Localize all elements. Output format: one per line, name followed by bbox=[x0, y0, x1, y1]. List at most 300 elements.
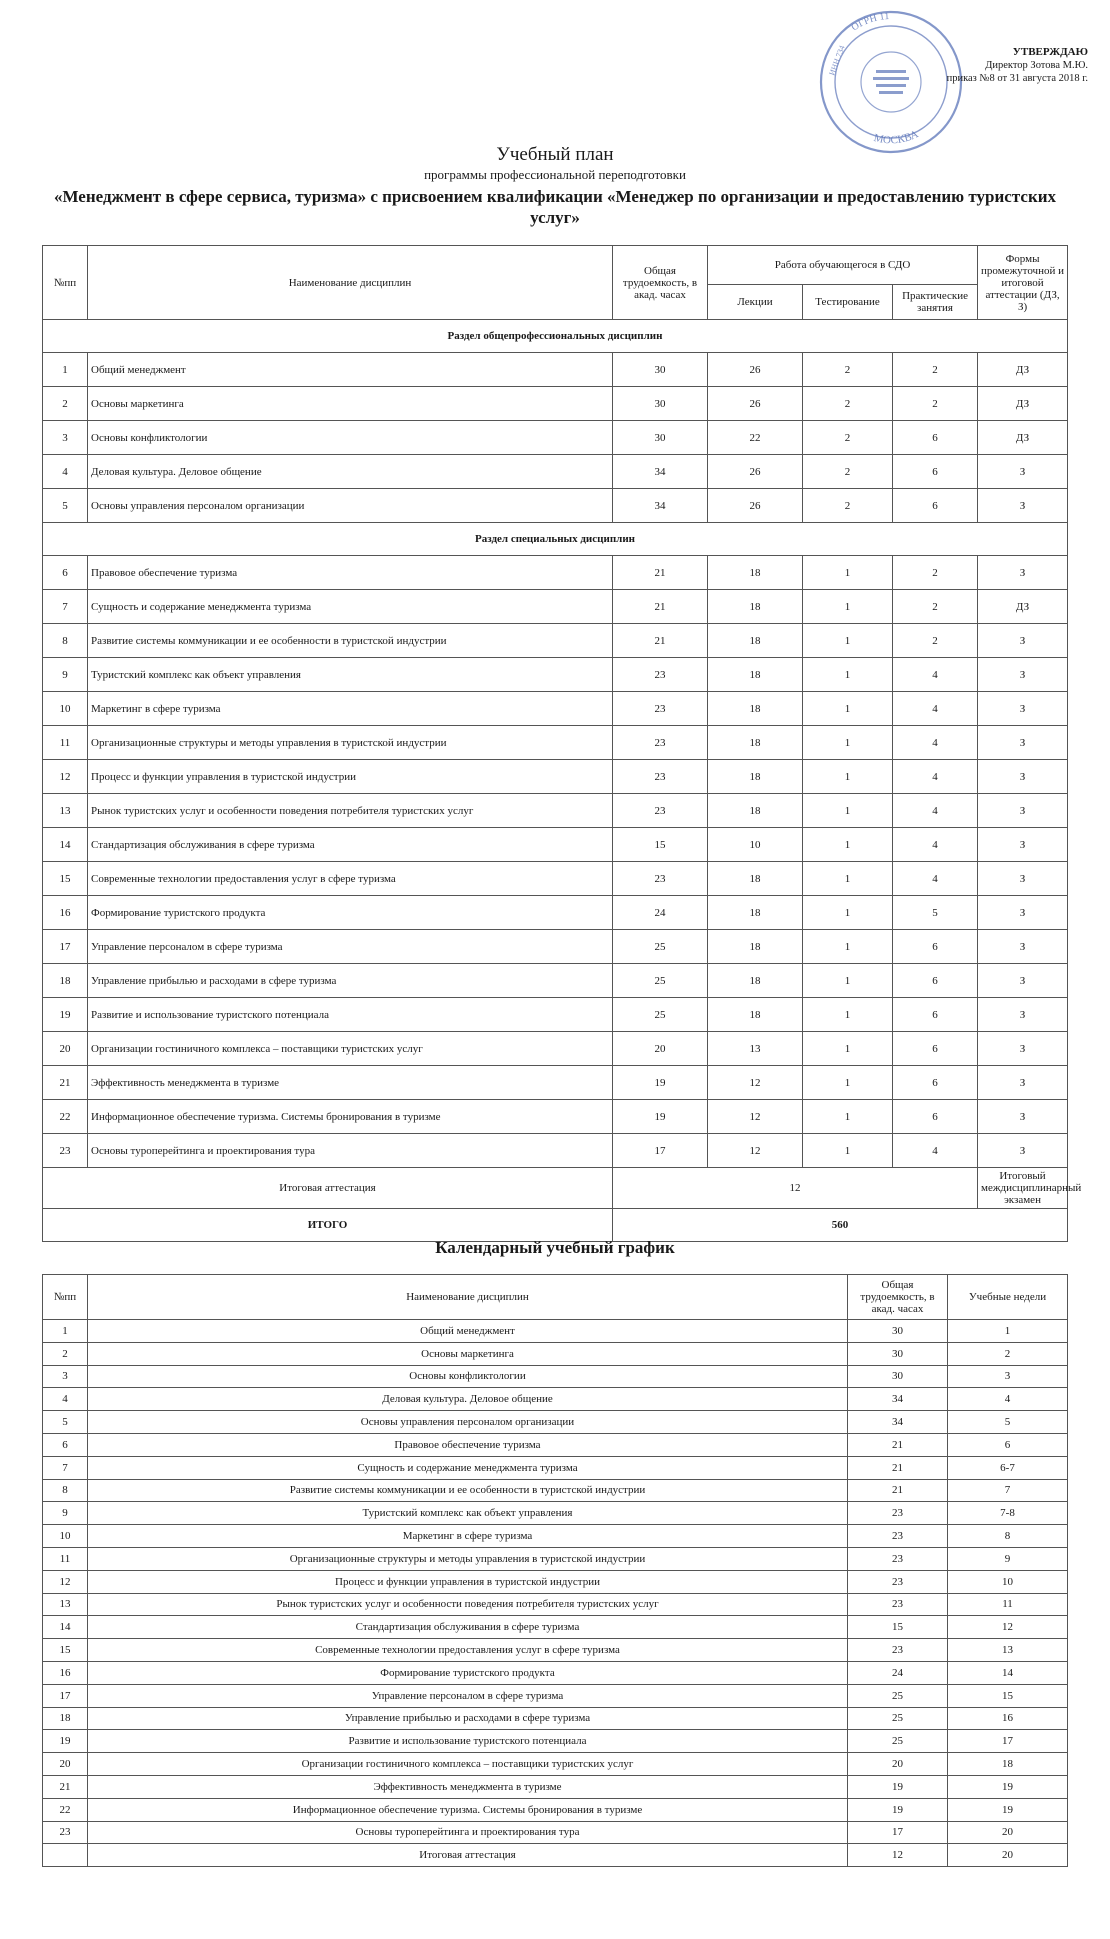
study-weeks: 18 bbox=[948, 1753, 1068, 1776]
lecture-hours: 12 bbox=[708, 1066, 803, 1100]
total-hours: 20 bbox=[848, 1753, 948, 1776]
total-hours: 15 bbox=[613, 828, 708, 862]
table-row bbox=[43, 1844, 1068, 1867]
attestation-form: З bbox=[978, 1100, 1068, 1134]
total-row bbox=[43, 1209, 1068, 1242]
practice-hours: 4 bbox=[893, 794, 978, 828]
total-hours: 23 bbox=[613, 862, 708, 896]
schedule-title: Календарный учебный график bbox=[435, 1238, 675, 1257]
lecture-hours: 18 bbox=[708, 964, 803, 998]
row-number: 5 bbox=[43, 1411, 88, 1434]
row-number: 18 bbox=[43, 964, 88, 998]
row-number: 8 bbox=[43, 624, 88, 658]
testing-hours: 2 bbox=[803, 387, 893, 421]
plan-header-total: Общая трудоемкость, в акад. часах bbox=[613, 246, 708, 320]
total-hours: 30 bbox=[848, 1365, 948, 1388]
study-weeks: 3 bbox=[948, 1365, 1068, 1388]
table-row bbox=[43, 1525, 1068, 1548]
discipline-name: Информационное обеспечение туризма. Системы бронирования в туризме bbox=[88, 1798, 848, 1821]
attestation-form: З bbox=[978, 556, 1068, 590]
study-weeks: 2 bbox=[948, 1342, 1068, 1365]
study-weeks: 7-8 bbox=[948, 1502, 1068, 1525]
discipline-name: Основы конфликтологии bbox=[88, 421, 613, 455]
testing-hours: 1 bbox=[803, 1066, 893, 1100]
lecture-hours: 13 bbox=[708, 1032, 803, 1066]
discipline-name: Основы туроперейтинга и проектирования тура bbox=[88, 1821, 848, 1844]
testing-hours: 1 bbox=[803, 896, 893, 930]
testing-hours: 1 bbox=[803, 556, 893, 590]
program-title: «Менеджмент в сфере сервиса, туризма» с присвоением квалификации «Менеджер по организации и предоставлению туристских услуг» bbox=[53, 187, 1057, 227]
table-row bbox=[43, 1100, 1068, 1134]
lecture-hours: 18 bbox=[708, 624, 803, 658]
total-hours: 21 bbox=[613, 556, 708, 590]
testing-hours: 1 bbox=[803, 658, 893, 692]
row-number: 16 bbox=[43, 896, 88, 930]
testing-hours: 1 bbox=[803, 794, 893, 828]
practice-hours: 5 bbox=[893, 896, 978, 930]
row-number: 15 bbox=[43, 862, 88, 896]
discipline-name: Основы маркетинга bbox=[88, 387, 613, 421]
row-number: 17 bbox=[43, 1684, 88, 1707]
testing-hours: 2 bbox=[803, 353, 893, 387]
total-hours: 34 bbox=[613, 489, 708, 523]
row-number: 17 bbox=[43, 930, 88, 964]
study-weeks: 7 bbox=[948, 1479, 1068, 1502]
lecture-hours: 18 bbox=[708, 760, 803, 794]
testing-hours: 2 bbox=[803, 421, 893, 455]
total-hours: 17 bbox=[613, 1134, 708, 1168]
row-number: 12 bbox=[43, 1570, 88, 1593]
section-label: Раздел общепрофессиональных дисциплин bbox=[43, 320, 1068, 353]
attestation-form: З bbox=[978, 930, 1068, 964]
row-number: 1 bbox=[43, 353, 88, 387]
total-hours: 19 bbox=[848, 1775, 948, 1798]
discipline-name: Управление персоналом в сфере туризма bbox=[88, 1684, 848, 1707]
discipline-name: Рынок туристских услуг и особенности поведения потребителя туристских услуг bbox=[88, 794, 613, 828]
testing-hours: 2 bbox=[803, 489, 893, 523]
study-weeks: 6-7 bbox=[948, 1456, 1068, 1479]
total-hours: 25 bbox=[613, 998, 708, 1032]
total-hours: 23 bbox=[613, 726, 708, 760]
total-hours: 21 bbox=[613, 590, 708, 624]
attestation-form: З bbox=[978, 1134, 1068, 1168]
total-hours: 19 bbox=[613, 1100, 708, 1134]
practice-hours: 4 bbox=[893, 658, 978, 692]
row-number: 6 bbox=[43, 556, 88, 590]
study-weeks: 17 bbox=[948, 1730, 1068, 1753]
testing-hours: 1 bbox=[803, 624, 893, 658]
row-number: 22 bbox=[43, 1100, 88, 1134]
study-weeks: 16 bbox=[948, 1707, 1068, 1730]
table-row bbox=[43, 964, 1068, 998]
total-hours: 25 bbox=[848, 1707, 948, 1730]
row-number: 9 bbox=[43, 1502, 88, 1525]
practice-hours: 6 bbox=[893, 421, 978, 455]
study-weeks: 10 bbox=[948, 1570, 1068, 1593]
testing-hours: 1 bbox=[803, 862, 893, 896]
discipline-name: Маркетинг в сфере туризма bbox=[88, 1525, 848, 1548]
table-row bbox=[43, 1570, 1068, 1593]
testing-hours: 1 bbox=[803, 828, 893, 862]
discipline-name: Сущность и содержание менеджмента туризма bbox=[88, 590, 613, 624]
approval-order: приказ №8 от 31 августа 2018 г. bbox=[946, 73, 1088, 84]
practice-hours: 4 bbox=[893, 726, 978, 760]
testing-hours: 1 bbox=[803, 1032, 893, 1066]
total-hours: 17 bbox=[848, 1821, 948, 1844]
seal-city: МОСКВА bbox=[872, 128, 921, 147]
table-row bbox=[43, 353, 1068, 387]
discipline-name: Развитие и использование туристского потенциала bbox=[88, 998, 613, 1032]
discipline-name: Основы управления персоналом организации bbox=[88, 1411, 848, 1434]
discipline-name: Маркетинг в сфере туризма bbox=[88, 692, 613, 726]
table-row bbox=[43, 489, 1068, 523]
attestation-form: З bbox=[978, 658, 1068, 692]
discipline-name: Туристский комплекс как объект управления bbox=[88, 1502, 848, 1525]
lecture-hours: 18 bbox=[708, 896, 803, 930]
discipline-name: Эффективность менеджмента в туризме bbox=[88, 1775, 848, 1798]
row-number: 18 bbox=[43, 1707, 88, 1730]
attestation-form: З bbox=[978, 964, 1068, 998]
total-hours: 25 bbox=[848, 1730, 948, 1753]
approval-title: УТВЕРЖДАЮ bbox=[1012, 46, 1088, 58]
testing-hours: 1 bbox=[803, 1134, 893, 1168]
discipline-name: Эффективность менеджмента в туризме bbox=[88, 1066, 613, 1100]
testing-hours: 1 bbox=[803, 1100, 893, 1134]
table-row bbox=[43, 930, 1068, 964]
table-row bbox=[43, 556, 1068, 590]
attestation-form: З bbox=[978, 896, 1068, 930]
row-number: 14 bbox=[43, 828, 88, 862]
total-hours: 23 bbox=[613, 692, 708, 726]
table-row bbox=[43, 1320, 1068, 1343]
total-hours: 23 bbox=[613, 658, 708, 692]
attestation-form: З bbox=[978, 726, 1068, 760]
table-row bbox=[43, 658, 1068, 692]
table-row bbox=[43, 387, 1068, 421]
lecture-hours: 18 bbox=[708, 590, 803, 624]
row-number: 13 bbox=[43, 1593, 88, 1616]
testing-hours: 1 bbox=[803, 760, 893, 794]
total-value: 560 bbox=[613, 1209, 1068, 1242]
attestation-form: З bbox=[978, 489, 1068, 523]
attestation-form: З bbox=[978, 828, 1068, 862]
row-number: 4 bbox=[43, 1388, 88, 1411]
seal-ogrn: ОГРН 11 bbox=[849, 10, 890, 34]
total-hours: 20 bbox=[613, 1032, 708, 1066]
table-row bbox=[43, 1798, 1068, 1821]
table-row bbox=[43, 692, 1068, 726]
discipline-name: Информационное обеспечение туризма. Системы бронирования в туризме bbox=[88, 1100, 613, 1134]
attestation-form: З bbox=[978, 692, 1068, 726]
lecture-hours: 10 bbox=[708, 828, 803, 862]
discipline-name: Деловая культура. Деловое общение bbox=[88, 1388, 848, 1411]
discipline-name: Процесс и функции управления в туристской индустрии bbox=[88, 1570, 848, 1593]
total-label: ИТОГО bbox=[43, 1209, 613, 1242]
table-row bbox=[43, 760, 1068, 794]
total-hours: 34 bbox=[848, 1411, 948, 1434]
document-title: Учебный план bbox=[496, 144, 614, 165]
testing-hours: 1 bbox=[803, 590, 893, 624]
total-hours: 23 bbox=[848, 1547, 948, 1570]
discipline-name: Современные технологии предоставления услуг в сфере туризма bbox=[88, 1639, 848, 1662]
plan-header-testing: Тестирование bbox=[803, 285, 893, 320]
table-row bbox=[43, 1433, 1068, 1456]
total-hours: 21 bbox=[613, 624, 708, 658]
lecture-hours: 18 bbox=[708, 658, 803, 692]
discipline-name: Формирование туристского продукта bbox=[88, 1661, 848, 1684]
row-number: 16 bbox=[43, 1661, 88, 1684]
discipline-name: Развитие системы коммуникации и ее особенности в туристской индустрии bbox=[88, 1479, 848, 1502]
table-row bbox=[43, 794, 1068, 828]
practice-hours: 6 bbox=[893, 998, 978, 1032]
row-number: 14 bbox=[43, 1616, 88, 1639]
row-number: 11 bbox=[43, 1547, 88, 1570]
row-number: 21 bbox=[43, 1066, 88, 1100]
table-row bbox=[43, 590, 1068, 624]
study-weeks: 5 bbox=[948, 1411, 1068, 1434]
row-number: 13 bbox=[43, 794, 88, 828]
row-number: 11 bbox=[43, 726, 88, 760]
study-weeks: 19 bbox=[948, 1775, 1068, 1798]
final-attestation-form: Итоговый междисциплинарный экзамен bbox=[978, 1168, 1068, 1209]
table-row bbox=[43, 1365, 1068, 1388]
practice-hours: 4 bbox=[893, 692, 978, 726]
lecture-hours: 26 bbox=[708, 387, 803, 421]
table-row bbox=[43, 1753, 1068, 1776]
row-number: 19 bbox=[43, 1730, 88, 1753]
table-row bbox=[43, 1639, 1068, 1662]
discipline-name: Общий менеджмент bbox=[88, 353, 613, 387]
total-hours: 25 bbox=[613, 930, 708, 964]
row-number: 5 bbox=[43, 489, 88, 523]
table-row bbox=[43, 896, 1068, 930]
table-row bbox=[43, 1730, 1068, 1753]
plan-header-name: Наименование дисциплин bbox=[88, 246, 613, 320]
total-hours: 23 bbox=[848, 1502, 948, 1525]
table-row bbox=[43, 1032, 1068, 1066]
study-weeks: 19 bbox=[948, 1798, 1068, 1821]
practice-hours: 4 bbox=[893, 828, 978, 862]
practice-hours: 6 bbox=[893, 1100, 978, 1134]
total-hours: 21 bbox=[848, 1479, 948, 1502]
practice-hours: 6 bbox=[893, 1032, 978, 1066]
discipline-name: Управление персоналом в сфере туризма bbox=[88, 930, 613, 964]
schedule-header-num: №пп bbox=[43, 1275, 88, 1320]
table-row bbox=[43, 862, 1068, 896]
schedule-header-total: Общая трудоемкость, в акад. часах bbox=[848, 1275, 948, 1320]
total-hours: 30 bbox=[613, 353, 708, 387]
total-hours: 15 bbox=[848, 1616, 948, 1639]
total-hours: 21 bbox=[848, 1456, 948, 1479]
row-number: 10 bbox=[43, 692, 88, 726]
study-weeks: 4 bbox=[948, 1388, 1068, 1411]
study-weeks: 13 bbox=[948, 1639, 1068, 1662]
study-weeks: 15 bbox=[948, 1684, 1068, 1707]
testing-hours: 1 bbox=[803, 692, 893, 726]
lecture-hours: 18 bbox=[708, 794, 803, 828]
final-attestation-label: Итоговая аттестация bbox=[43, 1168, 613, 1209]
study-weeks: 6 bbox=[948, 1433, 1068, 1456]
attestation-form: ДЗ bbox=[978, 353, 1068, 387]
final-attestation-hours: 12 bbox=[613, 1168, 978, 1209]
seal-inn: ИНН 734 bbox=[827, 44, 847, 77]
total-hours: 12 bbox=[848, 1844, 948, 1867]
attestation-form: З bbox=[978, 1032, 1068, 1066]
lecture-hours: 12 bbox=[708, 1134, 803, 1168]
discipline-name: Итоговая аттестация bbox=[88, 1844, 848, 1867]
row-number: 21 bbox=[43, 1775, 88, 1798]
lecture-hours: 18 bbox=[708, 930, 803, 964]
practice-hours: 6 bbox=[893, 1066, 978, 1100]
document-subtitle: программы профессиональной переподготовки bbox=[424, 167, 686, 182]
total-hours: 21 bbox=[848, 1433, 948, 1456]
row-number: 9 bbox=[43, 658, 88, 692]
discipline-name: Правовое обеспечение туризма bbox=[88, 556, 613, 590]
lecture-hours: 26 bbox=[708, 489, 803, 523]
discipline-name: Рынок туристских услуг и особенности поведения потребителя туристских услуг bbox=[88, 1593, 848, 1616]
plan-header-work: Работа обучающегося в СДО bbox=[708, 246, 978, 285]
study-weeks: 9 bbox=[948, 1547, 1068, 1570]
lecture-hours: 18 bbox=[708, 862, 803, 896]
total-hours: 23 bbox=[613, 760, 708, 794]
row-number: 23 bbox=[43, 1821, 88, 1844]
curriculum-table bbox=[42, 245, 1082, 1242]
discipline-name: Управление прибылью и расходами в сфере туризма bbox=[88, 1707, 848, 1730]
row-number: 23 bbox=[43, 1134, 88, 1168]
attestation-form: ДЗ bbox=[978, 421, 1068, 455]
discipline-name: Процесс и функции управления в туристской индустрии bbox=[88, 760, 613, 794]
row-number bbox=[43, 1844, 88, 1867]
table-row bbox=[43, 1547, 1068, 1570]
section-general bbox=[43, 320, 1068, 353]
table-row bbox=[43, 1661, 1068, 1684]
discipline-name: Правовое обеспечение туризма bbox=[88, 1433, 848, 1456]
lecture-hours: 26 bbox=[708, 353, 803, 387]
discipline-name: Управление прибылью и расходами в сфере туризма bbox=[88, 964, 613, 998]
lecture-hours: 12 bbox=[708, 1100, 803, 1134]
discipline-name: Основы маркетинга bbox=[88, 1342, 848, 1365]
table-row bbox=[43, 1616, 1068, 1639]
discipline-name: Основы конфликтологии bbox=[88, 1365, 848, 1388]
total-hours: 25 bbox=[848, 1684, 948, 1707]
row-number: 7 bbox=[43, 1456, 88, 1479]
final-attestation-row bbox=[43, 1168, 1068, 1209]
lecture-hours: 18 bbox=[708, 726, 803, 760]
practice-hours: 6 bbox=[893, 930, 978, 964]
practice-hours: 2 bbox=[893, 353, 978, 387]
attestation-form: ДЗ bbox=[978, 590, 1068, 624]
testing-hours: 1 bbox=[803, 998, 893, 1032]
plan-header-lectures: Лекции bbox=[708, 285, 803, 320]
discipline-name: Современные технологии предоставления услуг в сфере туризма bbox=[88, 862, 613, 896]
row-number: 1 bbox=[43, 1320, 88, 1343]
table-row bbox=[43, 1134, 1068, 1168]
table-row bbox=[43, 624, 1068, 658]
table-row bbox=[43, 455, 1068, 489]
lecture-hours: 18 bbox=[708, 556, 803, 590]
table-row bbox=[43, 1775, 1068, 1798]
total-hours: 30 bbox=[848, 1320, 948, 1343]
study-weeks: 20 bbox=[948, 1821, 1068, 1844]
practice-hours: 4 bbox=[893, 1134, 978, 1168]
total-hours: 24 bbox=[613, 896, 708, 930]
discipline-name: Организационные структуры и методы управления в туристской индустрии bbox=[88, 726, 613, 760]
discipline-name: Развитие и использование туристского потенциала bbox=[88, 1730, 848, 1753]
practice-hours: 4 bbox=[893, 760, 978, 794]
schedule-header-name: Наименование дисциплин bbox=[88, 1275, 848, 1320]
practice-hours: 2 bbox=[893, 556, 978, 590]
testing-hours: 1 bbox=[803, 964, 893, 998]
discipline-name: Туристский комплекс как объект управления bbox=[88, 658, 613, 692]
table-row bbox=[43, 1593, 1068, 1616]
total-hours: 30 bbox=[848, 1342, 948, 1365]
discipline-name: Формирование туристского продукта bbox=[88, 896, 613, 930]
table-row bbox=[43, 1684, 1068, 1707]
practice-hours: 6 bbox=[893, 489, 978, 523]
row-number: 3 bbox=[43, 421, 88, 455]
row-number: 8 bbox=[43, 1479, 88, 1502]
discipline-name: Сущность и содержание менеджмента туризма bbox=[88, 1456, 848, 1479]
row-number: 6 bbox=[43, 1433, 88, 1456]
discipline-name: Организации гостиничного комплекса – поставщики туристских услуг bbox=[88, 1753, 848, 1776]
table-row bbox=[43, 1821, 1068, 1844]
table-row bbox=[43, 1411, 1068, 1434]
discipline-name: Организационные структуры и методы управления в туристской индустрии bbox=[88, 1547, 848, 1570]
study-weeks: 12 bbox=[948, 1616, 1068, 1639]
table-row bbox=[43, 1456, 1068, 1479]
practice-hours: 2 bbox=[893, 624, 978, 658]
table-row bbox=[43, 1502, 1068, 1525]
attestation-form: З bbox=[978, 794, 1068, 828]
discipline-name: Деловая культура. Деловое общение bbox=[88, 455, 613, 489]
approval-director: Директор Зотова М.Ю. bbox=[985, 60, 1088, 71]
plan-header-forms: Формы промежуточной и итоговой аттестации (ДЗ, З) bbox=[978, 246, 1068, 320]
row-number: 12 bbox=[43, 760, 88, 794]
total-hours: 24 bbox=[848, 1661, 948, 1684]
row-number: 19 bbox=[43, 998, 88, 1032]
total-hours: 19 bbox=[613, 1066, 708, 1100]
attestation-form: З bbox=[978, 760, 1068, 794]
table-row bbox=[43, 1066, 1068, 1100]
attestation-form: З bbox=[978, 998, 1068, 1032]
discipline-name: Основы управления персоналом организации bbox=[88, 489, 613, 523]
table-row bbox=[43, 1388, 1068, 1411]
practice-hours: 6 bbox=[893, 964, 978, 998]
table-row bbox=[43, 1707, 1068, 1730]
total-hours: 30 bbox=[613, 387, 708, 421]
lecture-hours: 18 bbox=[708, 998, 803, 1032]
total-hours: 23 bbox=[848, 1593, 948, 1616]
discipline-name: Стандартизация обслуживания в сфере туризма bbox=[88, 828, 613, 862]
lecture-hours: 22 bbox=[708, 421, 803, 455]
total-hours: 23 bbox=[613, 794, 708, 828]
row-number: 20 bbox=[43, 1753, 88, 1776]
table-row bbox=[43, 421, 1068, 455]
table-row bbox=[43, 828, 1068, 862]
table-row bbox=[43, 998, 1068, 1032]
row-number: 2 bbox=[43, 387, 88, 421]
testing-hours: 1 bbox=[803, 726, 893, 760]
discipline-name: Основы туроперейтинга и проектирования тура bbox=[88, 1134, 613, 1168]
approval-block bbox=[938, 46, 1088, 85]
study-weeks: 8 bbox=[948, 1525, 1068, 1548]
row-number: 15 bbox=[43, 1639, 88, 1662]
discipline-name: Стандартизация обслуживания в сфере туризма bbox=[88, 1616, 848, 1639]
attestation-form: ДЗ bbox=[978, 387, 1068, 421]
testing-hours: 1 bbox=[803, 930, 893, 964]
total-hours: 19 bbox=[848, 1798, 948, 1821]
section-label: Раздел специальных дисциплин bbox=[43, 523, 1068, 556]
